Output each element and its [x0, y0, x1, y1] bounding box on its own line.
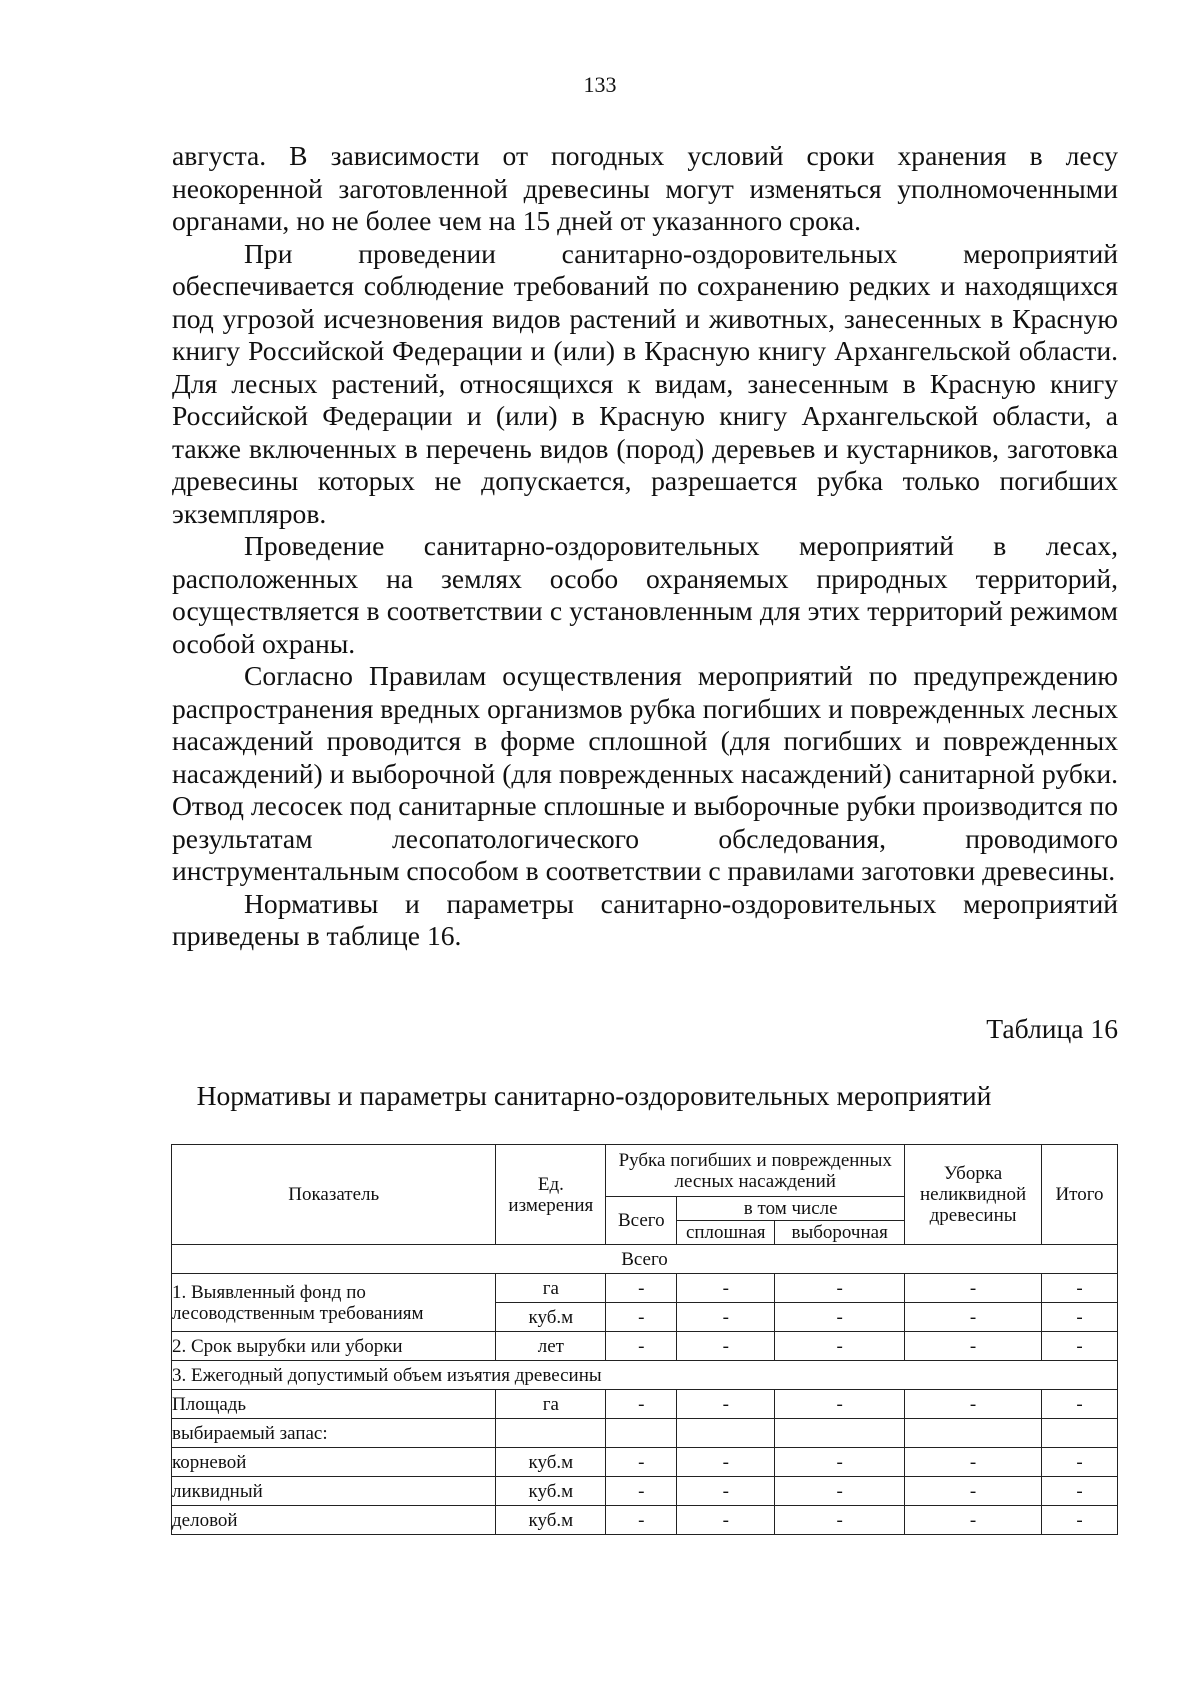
row1-unit-b: куб.м	[496, 1303, 606, 1332]
row-root-unit: куб.м	[496, 1448, 606, 1477]
cell-dash: -	[677, 1390, 775, 1419]
cell-dash: -	[677, 1332, 775, 1361]
paragraph-4: Согласно Правилам осуществления мероприятий по предупреждению распространения вредных организмов рубка погибших и поврежденных лесных насаждений проводится в форме сплошной (для погибших и поврежденных насаждений) и выборочной (для поврежденных насаждений) санитарной рубки. Отвод лесосек под санитарные сплошные и выборочные рубки производится по результатам лесопатологического обследования, проводимого инструментальным способом в соответствии с правилами заготовки древесины.	[172, 660, 1118, 886]
row-root-label: корневой	[172, 1448, 496, 1477]
header-selective: выборочная	[775, 1221, 905, 1245]
cell-dash: -	[905, 1390, 1042, 1419]
cell-empty	[677, 1419, 775, 1448]
cell-dash: -	[1042, 1448, 1118, 1477]
table-label: Таблица 16	[986, 1013, 1118, 1044]
table-row	[172, 1448, 1118, 1477]
header-cleanup: Уборка неликвидной древесины	[905, 1145, 1042, 1245]
row3-label: 3. Ежегодный допустимый объем изъятия древесины	[172, 1361, 1118, 1390]
table-row	[172, 1419, 1118, 1448]
table-row	[172, 1477, 1118, 1506]
cell-dash: -	[606, 1390, 677, 1419]
cell-dash: -	[1042, 1274, 1118, 1303]
cell-dash: -	[606, 1303, 677, 1332]
row-business-label: деловой	[172, 1506, 496, 1535]
section-total: Всего	[172, 1245, 1118, 1274]
header-including: в том числе	[677, 1197, 905, 1221]
cell-dash: -	[775, 1303, 905, 1332]
row-business-unit: куб.м	[496, 1506, 606, 1535]
row-area-label: Площадь	[172, 1390, 496, 1419]
cell-dash: -	[606, 1332, 677, 1361]
cell-dash: -	[606, 1477, 677, 1506]
cell-dash: -	[677, 1303, 775, 1332]
table-row	[172, 1506, 1118, 1535]
cell-dash: -	[606, 1274, 677, 1303]
row1-unit-a: га	[496, 1274, 606, 1303]
cell-dash: -	[905, 1303, 1042, 1332]
cell-dash: -	[775, 1332, 905, 1361]
page-number: 133	[583, 72, 617, 97]
table-row	[172, 1390, 1118, 1419]
cell-dash: -	[775, 1390, 905, 1419]
cell-dash: -	[1042, 1477, 1118, 1506]
cell-dash: -	[775, 1477, 905, 1506]
table-row	[172, 1274, 1118, 1303]
cell-dash: -	[775, 1274, 905, 1303]
header-indicator: Показатель	[172, 1145, 496, 1245]
row2-label: 2. Срок вырубки или уборки	[172, 1332, 496, 1361]
cell-empty	[606, 1419, 677, 1448]
row-stock-label: выбираемый запас:	[172, 1419, 496, 1448]
table-row	[172, 1361, 1118, 1390]
cell-dash: -	[905, 1477, 1042, 1506]
row2-unit: лет	[496, 1332, 606, 1361]
body-text	[172, 140, 1118, 953]
cell-dash: -	[905, 1332, 1042, 1361]
cell-dash: -	[677, 1477, 775, 1506]
cell-empty	[496, 1419, 606, 1448]
row-liquid-unit: куб.м	[496, 1477, 606, 1506]
table-row	[172, 1332, 1118, 1361]
paragraph-5: Нормативы и параметры санитарно-оздоровительных мероприятий приведены в таблице 16.	[172, 887, 1118, 951]
row-liquid-label: ликвидный	[172, 1477, 496, 1506]
cell-dash: -	[606, 1506, 677, 1535]
cell-empty	[1042, 1419, 1118, 1448]
cell-dash: -	[677, 1274, 775, 1303]
header-sum: Итого	[1042, 1145, 1118, 1245]
header-clear: сплошная	[677, 1221, 775, 1245]
cell-dash: -	[677, 1506, 775, 1535]
paragraph-1: августа. В зависимости от погодных условий сроки хранения в лесу неокоренной заготовленной древесины могут изменяться уполномоченными органами, но не более чем на 15 дней от указанного срока.	[172, 140, 1118, 236]
cell-empty	[775, 1419, 905, 1448]
cell-dash: -	[1042, 1390, 1118, 1419]
cell-dash: -	[1042, 1506, 1118, 1535]
data-table	[171, 1144, 1118, 1535]
cell-dash: -	[905, 1274, 1042, 1303]
row-area-unit: га	[496, 1390, 606, 1419]
cell-dash: -	[775, 1448, 905, 1477]
cell-empty	[905, 1419, 1042, 1448]
cell-dash: -	[606, 1448, 677, 1477]
header-felling: Рубка погибших и поврежденных лесных насаждений	[606, 1145, 905, 1197]
cell-dash: -	[905, 1448, 1042, 1477]
cell-dash: -	[905, 1506, 1042, 1535]
paragraph-3: Проведение санитарно-оздоровительных мероприятий в лесах, расположенных на землях особо охраняемых природных территорий, осуществляется в соответствии с установленным для этих территорий режимом особой охраны.	[172, 530, 1118, 659]
cell-dash: -	[677, 1448, 775, 1477]
paragraph-2: При проведении санитарно-оздоровительных мероприятий обеспечивается соблюдение требований по сохранению редких и находящихся под угрозой исчезновения видов растений и животных, занесенных в Красную книгу Российской Федерации и (или) в Красную книгу Архангельской области. Для лесных растений, относящихся к видам, занесенным в Красную книгу Российской Федерации и (или) в Красную книгу Архангельской области, а также включенных в перечень видов (пород) деревьев и кустарников, заготовка древесины которых не допускается, разрешается рубка только погибших экземпляров.	[172, 237, 1118, 529]
header-unit: Ед. измерения	[496, 1145, 606, 1245]
row1-label: 1. Выявленный фонд по лесоводственным требованиям	[172, 1274, 496, 1332]
header-total: Всего	[606, 1197, 677, 1245]
cell-dash: -	[775, 1506, 905, 1535]
cell-dash: -	[1042, 1303, 1118, 1332]
cell-dash: -	[1042, 1332, 1118, 1361]
table-title: Нормативы и параметры санитарно-оздоровительных мероприятий	[196, 1080, 992, 1111]
